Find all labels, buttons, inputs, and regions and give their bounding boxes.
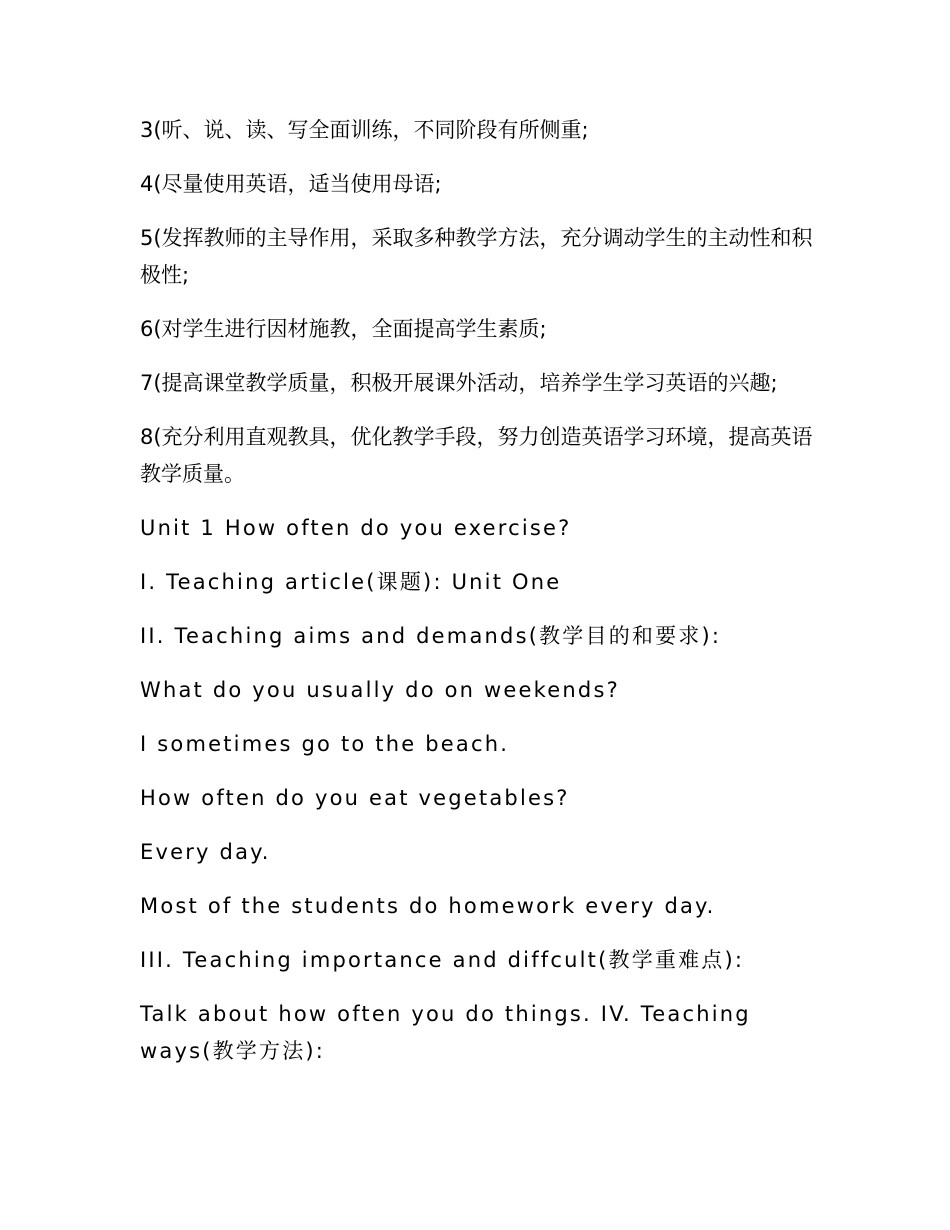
example-sentence: Most of the students do homework every day. — [140, 894, 716, 918]
paragraph-item-6: 6(对学生进行因材施教，全面提高学生素质; — [140, 317, 547, 341]
paragraph-item-3: 3(听、说、读、写全面训练，不同阶段有所侧重; — [140, 118, 589, 142]
paragraph-item-5: 5(发挥教师的主导作用，采取多种教学方法，充分调动学生的主动性和积极性; — [140, 226, 813, 287]
paragraph-item-4: 4(尽量使用英语，适当使用母语; — [140, 172, 442, 196]
example-sentence: What do you usually do on weekends? — [140, 678, 620, 702]
unit-heading: Unit 1 How often do you exercise? — [140, 516, 572, 540]
paragraph-item-8: 8(充分利用直观教具，优化教学手段，努力创造英语学习环境，提高英语教学质量。 — [140, 425, 813, 486]
teaching-aims-heading: II. Teaching aims and demands(教学目的和要求): — [140, 624, 722, 648]
example-sentence: How often do you eat vegetables? — [140, 786, 570, 810]
teaching-importance-heading: III. Teaching importance and diffcult(教学重难点): — [140, 948, 745, 972]
example-sentence: Every day. — [140, 840, 271, 864]
teaching-article: I. Teaching article(课题): Unit One — [140, 570, 562, 594]
example-sentence: I sometimes go to the beach. — [140, 732, 510, 756]
paragraph-item-7: 7(提高课堂教学质量，积极开展课外活动，培养学生学习英语的兴趣; — [140, 371, 778, 395]
document-page — [140, 112, 830, 1087]
teaching-ways-paragraph: Talk about how often you do things. IV. Teaching ways(教学方法): — [140, 1002, 751, 1063]
